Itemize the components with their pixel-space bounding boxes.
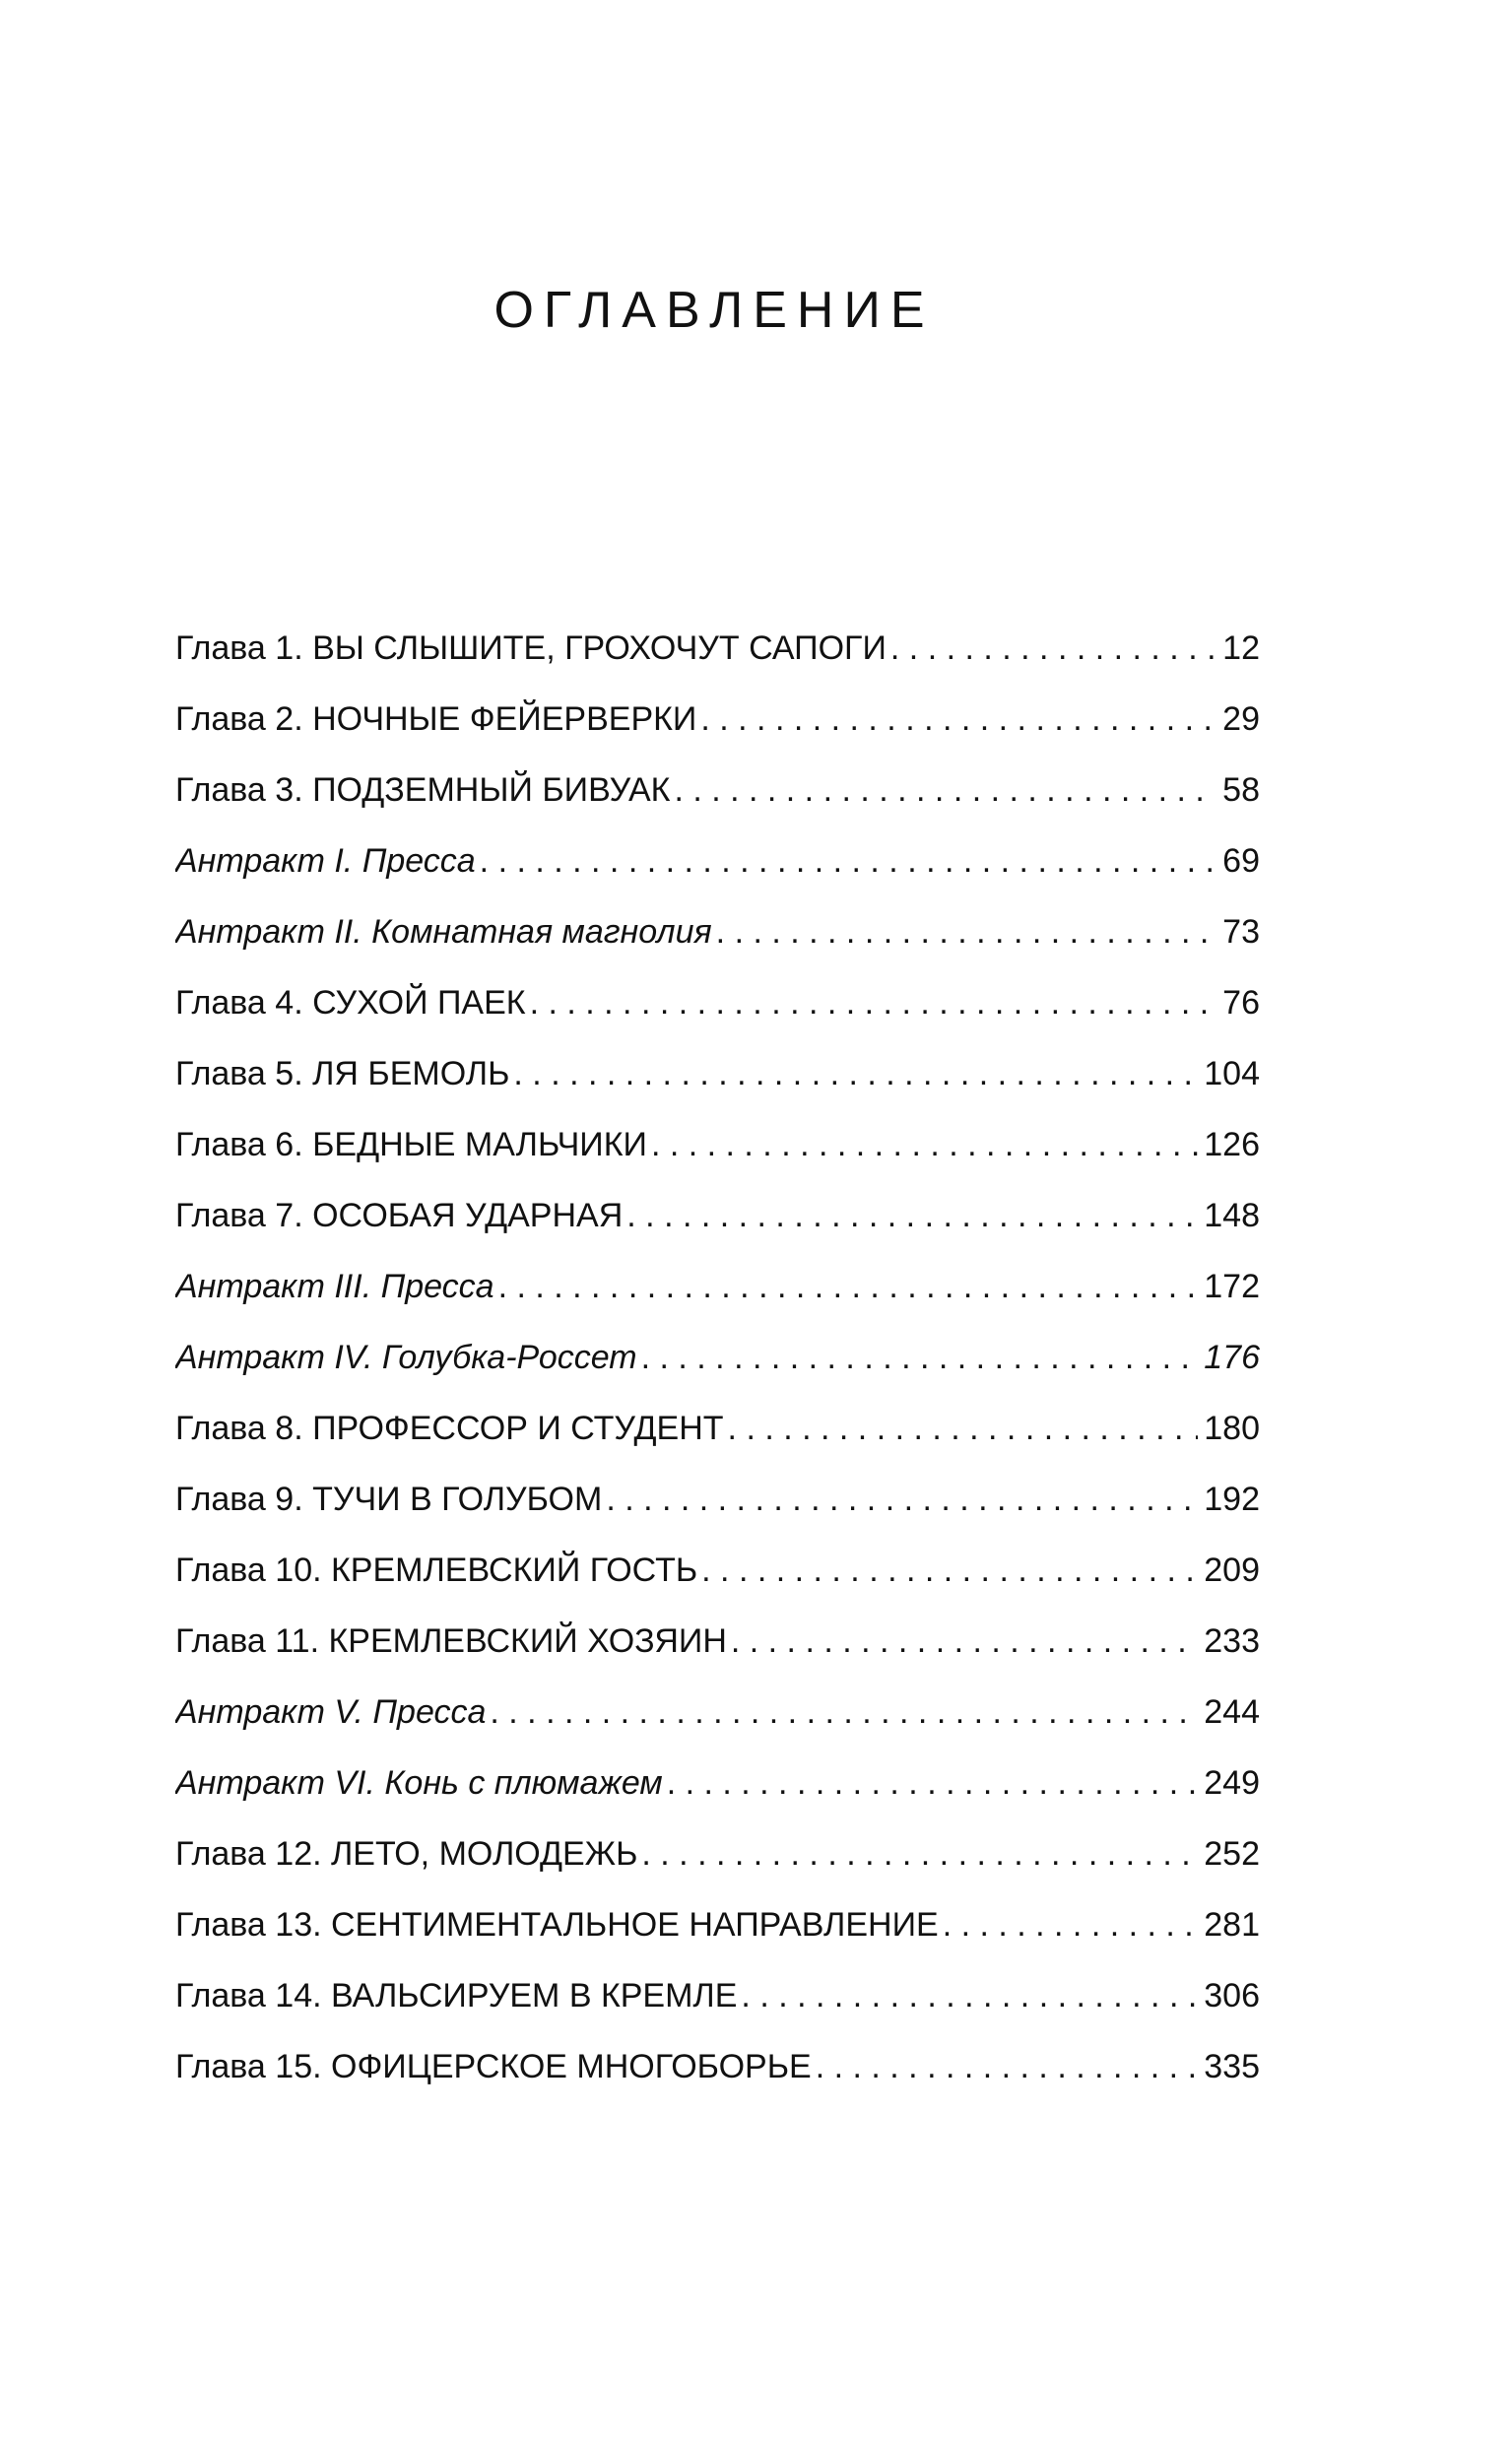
toc-entry <box>175 977 1260 1048</box>
toc-entry-label: Глава 10. КРЕМЛЕВСКИЙ ГОСТЬ <box>175 1552 698 1589</box>
toc-entry-label: Глава 14. ВАЛЬСИРУЕМ В КРЕМЛЕ <box>175 1977 738 2014</box>
toc-entry-page-number: 69 <box>1222 842 1260 880</box>
toc-entry <box>175 1828 1260 1899</box>
dot-leader <box>476 835 1217 887</box>
toc-entry <box>175 1261 1260 1332</box>
dot-leader <box>697 1545 1198 1596</box>
toc-entry-label: Глава 5. ЛЯ БЕМОЛЬ <box>175 1055 510 1092</box>
toc-entry <box>175 1474 1260 1545</box>
toc-entry-page-number: 209 <box>1204 1552 1260 1589</box>
toc-entry-label: Глава 12. ЛЕТО, МОЛОДЕЖЬ <box>175 1835 638 1873</box>
toc-entry-label: Антракт VI. Конь с плюмажем <box>175 1764 663 1802</box>
toc-entry-label: Глава 15. ОФИЦЕРСКОЕ МНОГОБОРЬЕ <box>175 2048 812 2085</box>
toc-entry-page-number: 192 <box>1204 1481 1260 1518</box>
toc-entry-label: Глава 1. ВЫ СЛЫШИТЕ, ГРОХОЧУТ САПОГИ <box>175 629 887 667</box>
dot-leader <box>637 1332 1199 1383</box>
toc-entry-page-number: 12 <box>1222 629 1260 667</box>
dot-leader <box>509 1048 1198 1099</box>
toc-entry <box>175 1190 1260 1261</box>
toc-entry <box>175 764 1260 835</box>
toc-entry-page-number: 58 <box>1222 771 1260 809</box>
dot-leader <box>712 906 1217 957</box>
dot-leader <box>887 623 1216 674</box>
toc-entry-page-number: 252 <box>1204 1835 1260 1873</box>
toc-entry-page-number: 126 <box>1204 1126 1260 1163</box>
toc-entry-page-number: 249 <box>1204 1764 1260 1802</box>
toc-entry-label: Глава 7. ОСОБАЯ УДАРНАЯ <box>175 1197 624 1234</box>
toc-entry-page-number: 335 <box>1204 2048 1260 2085</box>
dot-leader <box>737 1970 1198 2021</box>
toc-entry-page-number: 244 <box>1204 1693 1260 1731</box>
toc-entry <box>175 2041 1260 2112</box>
table-of-contents <box>175 623 1260 2112</box>
toc-entry <box>175 1899 1260 1970</box>
toc-entry-page-number: 148 <box>1204 1197 1260 1234</box>
toc-entry <box>175 1332 1260 1403</box>
toc-entry-label: Глава 11. КРЕМЛЕВСКИЙ ХОЗЯИН <box>175 1622 727 1660</box>
toc-entry <box>175 1545 1260 1616</box>
toc-entry <box>175 1757 1260 1828</box>
toc-entry-label: Глава 3. ПОДЗЕМНЫЙ БИВУАК <box>175 771 671 809</box>
toc-entry-label: Глава 6. БЕДНЫЕ МАЛЬЧИКИ <box>175 1126 647 1163</box>
dot-leader <box>727 1616 1198 1667</box>
toc-entry-page-number: 104 <box>1204 1055 1260 1092</box>
toc-entry <box>175 693 1260 764</box>
toc-entry <box>175 1686 1260 1757</box>
toc-entry <box>175 623 1260 693</box>
toc-entry-page-number: 233 <box>1204 1622 1260 1660</box>
toc-entry-page-number: 176 <box>1204 1339 1260 1376</box>
dot-leader <box>486 1686 1198 1738</box>
toc-entry-page-number: 281 <box>1204 1906 1260 1944</box>
toc-entry-page-number: 172 <box>1204 1268 1260 1305</box>
toc-entry <box>175 906 1260 977</box>
toc-entry-label: Антракт V. Пресса <box>175 1693 487 1731</box>
dot-leader <box>623 1190 1198 1241</box>
dot-leader <box>939 1899 1199 1950</box>
dot-leader <box>526 977 1217 1028</box>
toc-entry-label: Антракт II. Комнатная магнолия <box>175 913 712 951</box>
toc-entry-label: Глава 2. НОЧНЫЕ ФЕЙЕРВЕРКИ <box>175 700 697 738</box>
toc-entry-label: Глава 9. ТУЧИ В ГОЛУБОМ <box>175 1481 603 1518</box>
toc-entry-label: Антракт IV. Голубка-Россет <box>175 1339 637 1376</box>
page-title: ОГЛАВЛЕНИЕ <box>493 282 935 339</box>
toc-entry-label: Антракт I. Пресса <box>175 842 476 880</box>
toc-entry-page-number: 29 <box>1222 700 1260 738</box>
dot-leader <box>724 1403 1199 1454</box>
dot-leader <box>670 764 1216 816</box>
dot-leader <box>647 1119 1198 1170</box>
toc-entry <box>175 1119 1260 1190</box>
toc-entry-page-number: 76 <box>1222 984 1260 1022</box>
toc-entry-page-number: 73 <box>1222 913 1260 951</box>
toc-entry-page-number: 306 <box>1204 1977 1260 2014</box>
dot-leader <box>602 1474 1198 1525</box>
toc-entry-label: Антракт III. Пресса <box>175 1268 494 1305</box>
toc-entry <box>175 1970 1260 2041</box>
toc-entry <box>175 1616 1260 1686</box>
dot-leader <box>812 2041 1199 2092</box>
dot-leader <box>696 693 1216 745</box>
dot-leader <box>663 1757 1199 1809</box>
toc-entry <box>175 835 1260 906</box>
dot-leader <box>494 1261 1199 1312</box>
toc-entry <box>175 1048 1260 1119</box>
toc-entry-page-number: 180 <box>1204 1410 1260 1447</box>
toc-entry-label: Глава 4. СУХОЙ ПАЕК <box>175 984 526 1022</box>
toc-entry <box>175 1403 1260 1474</box>
toc-entry-label: Глава 8. ПРОФЕССОР И СТУДЕНТ <box>175 1410 724 1447</box>
toc-entry-label: Глава 13. СЕНТИМЕНТАЛЬНОЕ НАПРАВЛЕНИЕ <box>175 1906 939 1944</box>
dot-leader <box>637 1828 1198 1880</box>
